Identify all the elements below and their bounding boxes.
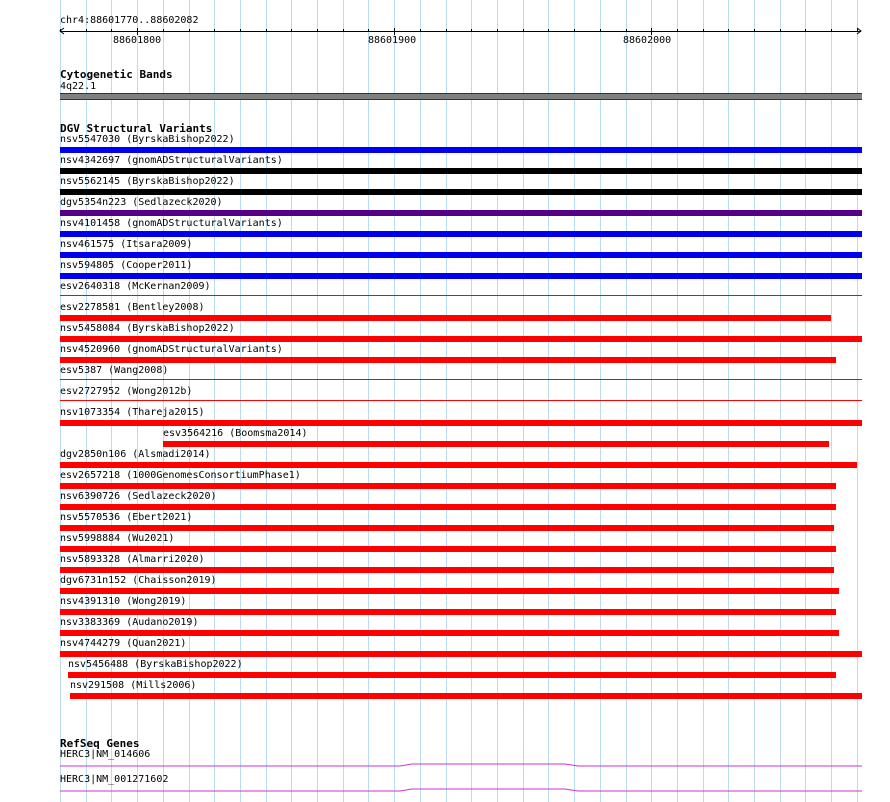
variant-label: esv2278581 (Bentley2008) (60, 302, 205, 313)
grid-line (831, 0, 832, 802)
grid-line (574, 0, 575, 802)
variant-label: nsv5998884 (Wu2021) (60, 533, 175, 544)
grid-line (805, 0, 806, 802)
ruler-minor-tick (368, 29, 369, 32)
ruler-minor-tick (420, 29, 421, 32)
ruler-minor-tick (291, 29, 292, 32)
grid-line (368, 0, 369, 802)
variant-label: nsv4391310 (Wong2019) (60, 596, 187, 607)
ruler-minor-tick (548, 29, 549, 32)
ruler-label-2: 88601900 (368, 35, 417, 46)
ruler-label-1: 88601800 (113, 35, 162, 46)
variant-label: nsv4520960 (gnomADStructuralVariants) (60, 344, 283, 355)
variant-label: nsv5458084 (ByrskaBishop2022) (60, 323, 235, 334)
variant-label: nsv594805 (Cooper2011) (60, 260, 193, 271)
cytoband-track-title: Cytogenetic Bands (60, 68, 173, 81)
variant-bar[interactable] (60, 357, 836, 363)
grid-line (626, 0, 627, 802)
grid-line (214, 0, 215, 802)
grid-line (394, 0, 395, 802)
variant-bar[interactable] (60, 567, 834, 573)
grid-line (240, 0, 241, 802)
refseq-track-title: RefSeq Genes (60, 737, 140, 750)
ruler-minor-tick (831, 29, 832, 32)
ruler-minor-tick (343, 29, 344, 32)
ruler-minor-tick (189, 29, 190, 32)
ruler-minor-tick (60, 29, 61, 32)
grid-line (497, 0, 498, 802)
variant-bar[interactable] (60, 630, 839, 636)
variant-label: nsv4744279 (Quan2021) (60, 638, 187, 649)
grid-line (60, 0, 61, 802)
variant-label: nsv4342697 (gnomADStructuralVariants) (60, 155, 283, 166)
grid-line (471, 0, 472, 802)
ruler-minor-tick (266, 29, 267, 32)
ruler-minor-tick (626, 29, 627, 32)
grid-line (600, 0, 601, 802)
grid-line (780, 0, 781, 802)
variant-bar[interactable] (60, 210, 862, 216)
variant-bar[interactable] (60, 252, 862, 258)
variant-bar[interactable] (60, 483, 836, 489)
grid-line (266, 0, 267, 802)
variant-bar[interactable] (60, 504, 836, 510)
grid-line (523, 0, 524, 802)
ruler-minor-tick (857, 29, 858, 32)
ruler-minor-tick (600, 29, 601, 32)
variant-bar[interactable] (60, 336, 862, 342)
ruler-minor-tick (163, 29, 164, 32)
ruler-minor-tick (240, 29, 241, 32)
variant-label: nsv5893328 (Almarri2020) (60, 554, 205, 565)
ruler-major-tick (651, 28, 652, 35)
ruler-label-3: 88602000 (623, 35, 672, 46)
ruler-minor-tick (446, 29, 447, 32)
variant-bar[interactable] (60, 147, 862, 153)
grid-line (317, 0, 318, 802)
cytoband-bar[interactable] (60, 93, 862, 100)
variant-label: esv5387 (Wang2008) (60, 365, 169, 376)
variant-bar[interactable] (60, 295, 862, 296)
ruler-minor-tick (111, 29, 112, 32)
variant-bar[interactable] (60, 462, 857, 468)
variant-label: nsv5456488 (ByrskaBishop2022) (68, 659, 243, 670)
variant-bar[interactable] (60, 400, 862, 401)
grid-line (703, 0, 704, 802)
variant-label: nsv5570536 (Ebert2021) (60, 512, 193, 523)
variant-label: nsv3383369 (Audano2019) (60, 617, 199, 628)
ruler-minor-tick (677, 29, 678, 32)
ruler-minor-tick (780, 29, 781, 32)
variant-bar[interactable] (163, 441, 829, 447)
grid-line (728, 0, 729, 802)
variant-bar[interactable] (60, 546, 836, 552)
gene-label-nm-014606: HERC3|NM_014606 (60, 749, 151, 760)
ruler-minor-tick (728, 29, 729, 32)
variant-label: nsv5547030 (ByrskaBishop2022) (60, 134, 235, 145)
variant-label: dgv5354n223 (Sedlazeck2020) (60, 197, 223, 208)
gene-model-nm-001271602[interactable] (0, 782, 890, 802)
grid-line (857, 0, 858, 802)
ruler-minor-tick (471, 29, 472, 32)
ruler-minor-tick (703, 29, 704, 32)
variant-bar[interactable] (68, 672, 836, 678)
variant-label: esv2640318 (McKernan2009) (60, 281, 211, 292)
dgv-track-title: DGV Structural Variants (60, 122, 213, 135)
variant-label: dgv2850n106 (Alsmadi2014) (60, 449, 211, 460)
grid-line (446, 0, 447, 802)
variant-bar[interactable] (70, 693, 862, 699)
variant-label: nsv1073354 (Thareja2015) (60, 407, 205, 418)
ruler-arrows (0, 0, 890, 40)
variant-bar[interactable] (60, 609, 836, 615)
variant-bar[interactable] (60, 420, 862, 426)
ruler-minor-tick (523, 29, 524, 32)
variant-bar[interactable] (60, 231, 862, 237)
cytoband-label: 4q22.1 (60, 81, 97, 92)
variant-label: esv2657218 (1000GenomesConsortiumPhase1) (60, 470, 301, 481)
grid-line (651, 0, 652, 802)
ruler-minor-tick (497, 29, 498, 32)
grid-line (420, 0, 421, 802)
variant-bar[interactable] (60, 651, 862, 657)
variant-bar[interactable] (60, 588, 839, 594)
grid-line (548, 0, 549, 802)
locus-label: chr4:88601770..88602082 (60, 15, 199, 26)
grid-line (343, 0, 344, 802)
variant-label: nsv291508 (Mills2006) (70, 680, 197, 691)
variant-bar[interactable] (60, 379, 862, 380)
ruler-minor-tick (86, 29, 87, 32)
ruler-minor-tick (574, 29, 575, 32)
variant-bar[interactable] (60, 315, 831, 321)
ruler-minor-tick (805, 29, 806, 32)
variant-label: nsv461575 (Itsara2009) (60, 239, 193, 250)
grid-line (754, 0, 755, 802)
variant-bar[interactable] (60, 168, 862, 174)
variant-bar[interactable] (60, 189, 862, 195)
variant-label: dgv6731n152 (Chaisson2019) (60, 575, 217, 586)
ruler-minor-tick (754, 29, 755, 32)
ruler-minor-tick (317, 29, 318, 32)
variant-label: nsv4101458 (gnomADStructuralVariants) (60, 218, 283, 229)
grid-line (677, 0, 678, 802)
gene-label-nm-001271602: HERC3|NM_001271602 (60, 774, 169, 785)
ruler-minor-tick (214, 29, 215, 32)
variant-label: esv3564216 (Boomsma2014) (163, 428, 308, 439)
ruler-major-tick (137, 28, 138, 35)
variant-label: nsv5562145 (ByrskaBishop2022) (60, 176, 235, 187)
variant-bar[interactable] (60, 273, 862, 279)
ruler-major-tick (394, 28, 395, 35)
grid-line (291, 0, 292, 802)
variant-bar[interactable] (60, 525, 834, 531)
variant-label: esv2727952 (Wong2012b) (60, 386, 193, 397)
variant-label: nsv6390726 (Sedlazeck2020) (60, 491, 217, 502)
